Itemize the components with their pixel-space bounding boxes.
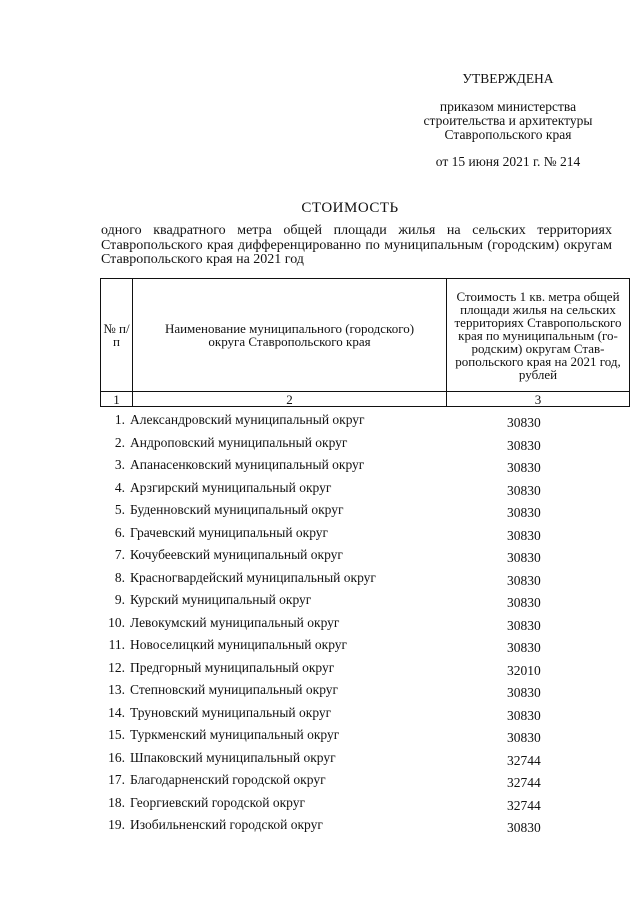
approval-line-3: Ставропольского края: [444, 127, 572, 142]
row-name: Андроповский муниципальный округ: [130, 434, 348, 450]
table-row: [100, 569, 630, 592]
row-number: 1.: [114, 412, 125, 427]
approval-title: УТВЕРЖДЕНА: [462, 71, 554, 86]
table-row: [100, 546, 630, 569]
row-name: Грачевский муниципальный округ: [130, 524, 329, 540]
row-number: 19.: [108, 817, 125, 832]
row-number: 3.: [114, 457, 125, 472]
document-title: СТОИМОСТЬ: [301, 200, 399, 216]
row-value: 30830: [507, 685, 541, 700]
row-value: 30830: [507, 730, 541, 745]
table-row: [100, 456, 630, 479]
row-value: 30830: [507, 527, 541, 543]
table-row: [100, 479, 630, 502]
table-body: [100, 411, 630, 839]
row-value: 32010: [507, 662, 541, 678]
approval-date: от 15 июня 2021 г. № 214: [435, 154, 581, 169]
row-number: 7.: [114, 547, 125, 562]
table-row: [100, 726, 630, 749]
table-row: [100, 524, 630, 547]
table-row: [100, 816, 630, 839]
row-value: 30830: [507, 572, 541, 588]
table-row: [100, 434, 630, 457]
row-value: 30830: [507, 482, 541, 498]
row-number: 13.: [108, 682, 125, 697]
row-name: Шпаковский муниципальный округ: [130, 749, 336, 765]
row-number: 18.: [108, 794, 125, 810]
row-name: Изобильненский городской округ: [130, 817, 323, 832]
row-name: Буденновский муниципальный округ: [130, 502, 344, 517]
row-value: 30830: [507, 505, 541, 520]
row-number: 17.: [108, 772, 125, 787]
row-name: Благодарненский городской округ: [130, 772, 326, 787]
row-value: 32744: [507, 775, 541, 790]
row-name: Апанасенковский муниципальный округ: [130, 457, 365, 472]
row-value: 30830: [507, 595, 541, 610]
row-name: Степновский муниципальный округ: [130, 682, 339, 697]
row-number: 15.: [108, 727, 125, 742]
row-number: 12.: [108, 659, 125, 675]
col-number-3: 3: [447, 392, 630, 407]
row-value: 32744: [507, 752, 541, 768]
col-number-2: 2: [133, 392, 447, 407]
row-name: Александровский муниципальный округ: [130, 412, 365, 427]
row-value: 30830: [507, 460, 541, 475]
row-number: 9.: [114, 592, 125, 607]
row-value: 30830: [507, 415, 541, 430]
row-value: 30830: [507, 437, 541, 453]
row-value: 30830: [507, 707, 541, 723]
row-number: 2.: [114, 434, 125, 450]
row-name: Предгорный муниципальный округ: [130, 659, 335, 675]
row-value: 30830: [507, 820, 541, 835]
table-row: [100, 681, 630, 704]
row-name: Арзгирский муниципальный округ: [130, 479, 332, 495]
table-row: [100, 614, 630, 637]
row-name: Курский муниципальный округ: [130, 592, 312, 607]
row-number: 5.: [114, 502, 125, 517]
row-value: 30830: [507, 640, 541, 655]
row-name: Красногвардейский муниципальный округ: [130, 569, 376, 585]
header-col-number: № п/п: [101, 279, 133, 392]
row-number: 4.: [114, 479, 125, 495]
table-row: [100, 749, 630, 772]
row-number: 16.: [108, 749, 125, 765]
approval-line-1: приказом министерства: [439, 99, 577, 114]
table-row: [100, 411, 630, 434]
approval-line-2: строительства и архитектуры: [423, 113, 593, 128]
row-value: 30830: [507, 550, 541, 565]
table-row: [100, 794, 630, 817]
table-row: [100, 591, 630, 614]
row-value: 30830: [507, 617, 541, 633]
row-name: Труновский муниципальный округ: [130, 704, 332, 720]
col-number-1: 1: [101, 392, 133, 407]
row-name: Георгиевский городской округ: [130, 794, 306, 810]
row-number: 10.: [108, 614, 125, 630]
row-value: 32744: [507, 797, 541, 813]
header-col-name: Наименование муниципального (городского) округа Ставропольского края: [133, 279, 447, 392]
row-number: 14.: [108, 704, 125, 720]
header-col-cost: Стоимость 1 кв. метра общей площади жилья на сельских территориях Ставропольского края по муниципальным (го-родским) округам Став-ропольского края на 2021 год, рублей: [447, 279, 630, 392]
row-number: 6.: [114, 524, 125, 540]
table-row: [100, 636, 630, 659]
row-name: Туркменский муниципальный округ: [130, 727, 340, 742]
row-name: Левокумский муниципальный округ: [130, 614, 340, 630]
table-row: [100, 704, 630, 727]
row-name: Новоселицкий муниципальный округ: [130, 637, 348, 652]
row-number: 11.: [108, 637, 125, 652]
row-number: 8.: [114, 569, 125, 585]
table-row: [100, 771, 630, 794]
header-table: [100, 278, 630, 407]
row-name: Кочубеевский муниципальный округ: [130, 547, 343, 562]
document-subtitle: одного квадратного метра общей площади жилья на сельских территориях Ставропольского края дифференцированно по муниципальным (городским) округам Ставропольского края на 2021 год: [101, 223, 612, 267]
table-row: [100, 501, 630, 524]
table-row: [100, 659, 630, 682]
